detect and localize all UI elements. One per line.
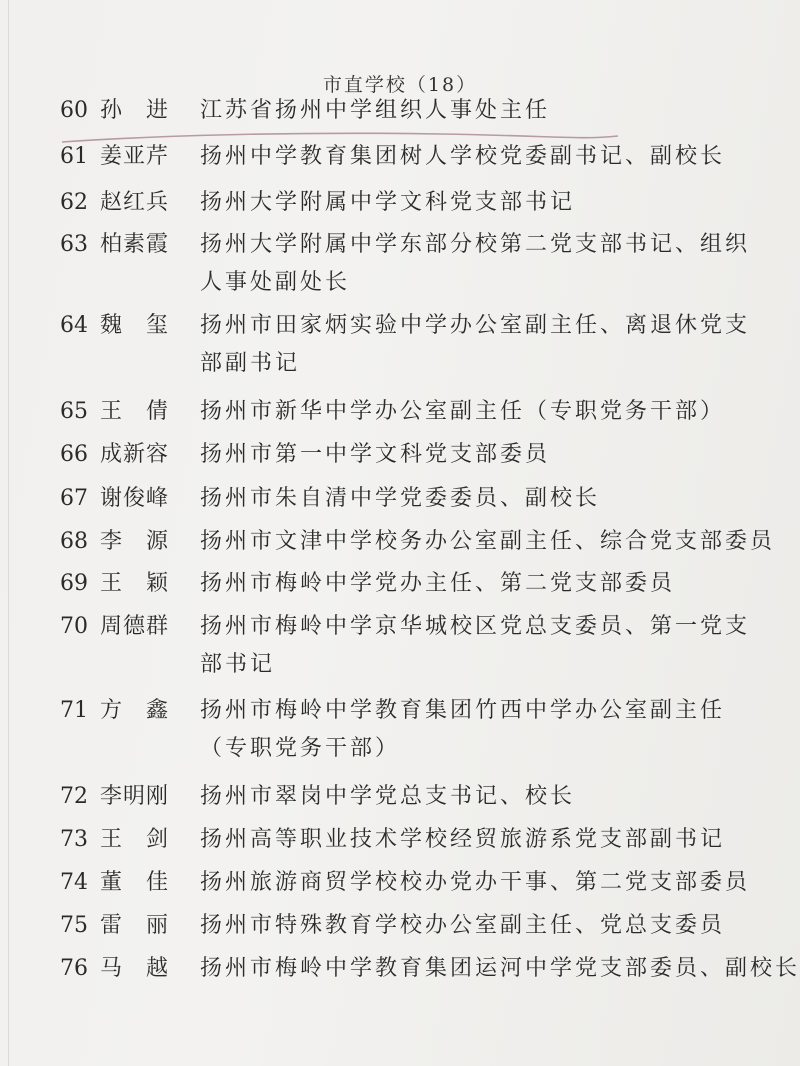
description-line: 扬州市梅岭中学教育集团运河中学党支部委员、副校长 (200, 956, 800, 981)
entry-description (200, 950, 800, 988)
entry-number: 62 (60, 190, 88, 215)
entry-description (200, 821, 760, 859)
entry-description (200, 138, 760, 176)
description-line: （专职党务干部） (200, 736, 401, 761)
entry-number: 74 (60, 870, 88, 895)
entry-description (200, 436, 760, 474)
entry-name: 李 源 (100, 529, 170, 554)
entry-name: 赵红兵 (100, 190, 170, 215)
entry-description (200, 307, 760, 383)
entry-name: 王 颖 (100, 571, 170, 596)
entry-name: 王 剑 (100, 827, 170, 852)
entry-number: 63 (60, 232, 88, 257)
description-line: 扬州大学附属中学文科党支部书记 (200, 190, 576, 215)
entry-number: 71 (60, 698, 88, 723)
entry-description (200, 92, 760, 130)
description-line: 扬州市第一中学文科党支部委员 (200, 442, 551, 467)
entry-number: 69 (60, 571, 88, 596)
entry-name: 谢俊峰 (100, 486, 170, 511)
entry-name: 雷 丽 (100, 913, 170, 938)
entry-name: 魏 玺 (100, 313, 170, 338)
entry-description (200, 907, 760, 945)
description-line: 部书记 (200, 652, 276, 677)
entry-number: 70 (60, 614, 88, 639)
entry-number: 72 (60, 784, 88, 809)
entry-description (200, 226, 760, 302)
description-line: 江苏省扬州中学组织人事处主任 (200, 98, 551, 123)
entry-name: 姜亚芹 (100, 144, 170, 169)
entry-description (200, 184, 760, 222)
entry-number: 76 (60, 956, 88, 981)
description-line: 扬州市特殊教育学校办公室副主任、党总支委员 (200, 913, 726, 938)
page-edge (8, 0, 9, 1066)
entry-name: 成新容 (100, 442, 170, 467)
entry-description (200, 692, 760, 768)
entry-name: 董 佳 (100, 870, 170, 895)
description-line: 扬州市梅岭中学教育集团竹西中学办公室副主任 (200, 698, 726, 723)
description-line: 扬州市翠岗中学党总支书记、校长 (200, 784, 576, 809)
entry-number: 66 (60, 442, 88, 467)
description-line: 扬州大学附属中学东部分校第二党支部书记、组织 (200, 232, 751, 257)
description-line: 扬州市梅岭中学党办主任、第二党支部委员 (200, 571, 676, 596)
entry-description (200, 864, 760, 902)
entry-number: 73 (60, 827, 88, 852)
entry-name: 孙 进 (100, 98, 170, 123)
entry-description (200, 523, 776, 561)
description-line: 人事处副处长 (200, 270, 351, 295)
description-line: 扬州市田家炳实验中学办公室副主任、离退休党支 (200, 313, 751, 338)
section-heading: 市直学校（18） (322, 74, 478, 96)
entry-number: 75 (60, 913, 88, 938)
entry-name: 柏素霞 (100, 232, 170, 257)
entry-name: 周德群 (100, 614, 170, 639)
description-line: 扬州市新华中学办公室副主任（专职党务干部） (200, 399, 726, 424)
description-line: 扬州旅游商贸学校校办党办干事、第二党支部委员 (200, 870, 751, 895)
entry-description (200, 393, 760, 431)
description-line: 扬州中学教育集团树人学校党委副书记、副校长 (200, 144, 726, 169)
entry-description (200, 608, 760, 684)
entry-number: 60 (60, 98, 88, 123)
entry-description (200, 480, 760, 518)
description-line: 部副书记 (200, 351, 301, 376)
entry-number: 64 (60, 313, 88, 338)
entry-number: 68 (60, 529, 88, 554)
entry-description (200, 565, 760, 603)
entry-name: 方 鑫 (100, 698, 170, 723)
description-line: 扬州市朱自清中学党委委员、副校长 (200, 486, 601, 511)
entry-number: 67 (60, 486, 88, 511)
entry-name: 王 倩 (100, 399, 170, 424)
description-line: 扬州市文津中学校务办公室副主任、综合党支部委员 (200, 529, 776, 554)
entry-number: 65 (60, 399, 88, 424)
entry-number: 61 (60, 144, 88, 169)
entry-description (200, 778, 760, 816)
entry-name: 马 越 (100, 956, 170, 981)
description-line: 扬州高等职业技术学校经贸旅游系党支部副书记 (200, 827, 726, 852)
entry-name: 李明刚 (100, 784, 170, 809)
description-line: 扬州市梅岭中学京华城校区党总支委员、第一党支 (200, 614, 751, 639)
